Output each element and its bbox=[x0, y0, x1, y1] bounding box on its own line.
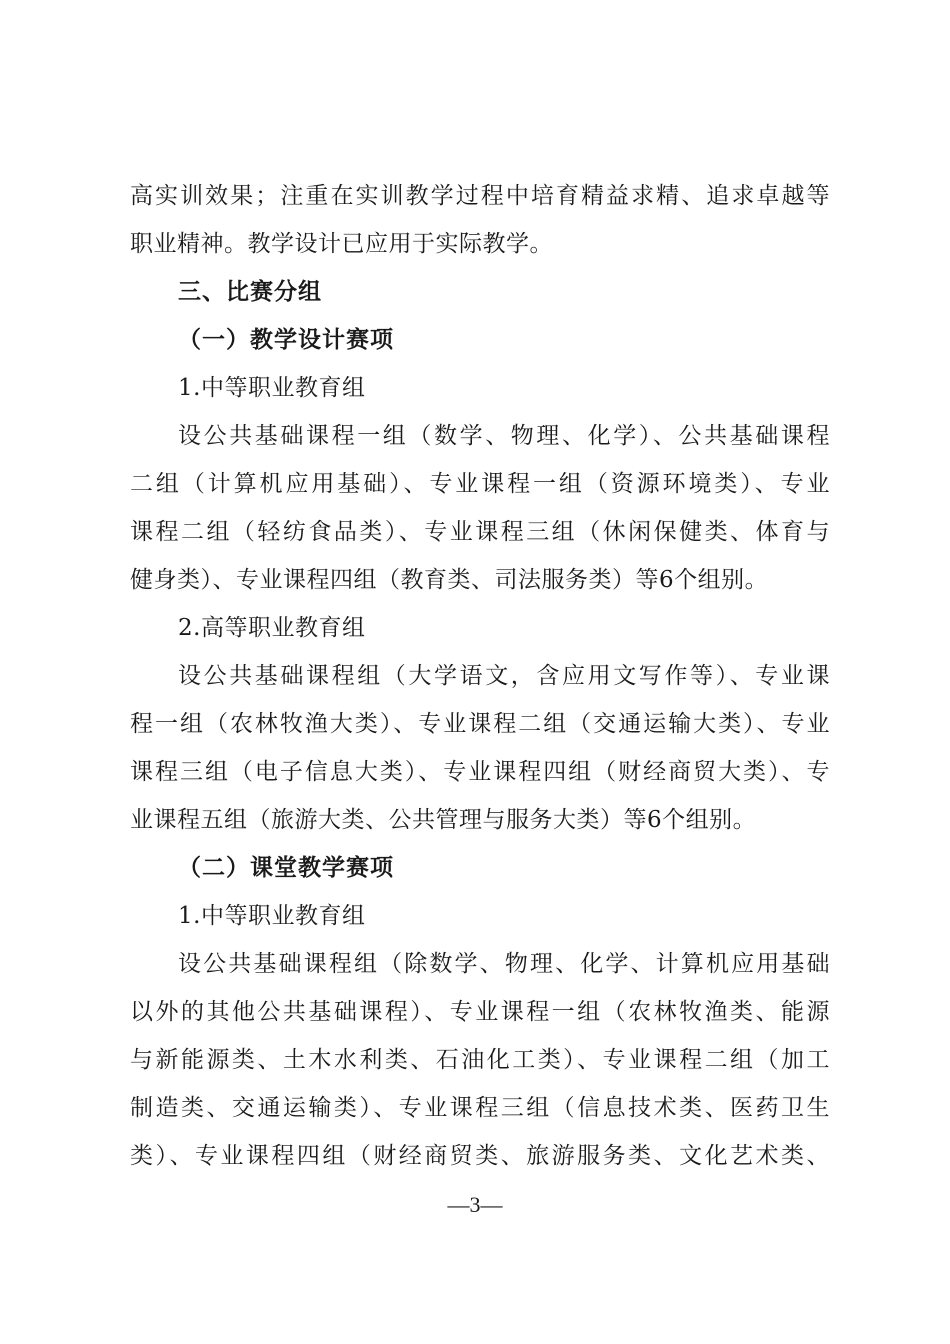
paragraph-continuation bbox=[130, 172, 830, 268]
text-line: 设公共基础课程组（除数学、物理、化学、计算机应用基础 bbox=[178, 951, 830, 977]
text-line: 健身类）、专业课程四组（教育类、司法服务类）等6个组别。 bbox=[130, 567, 769, 593]
text-line: 与新能源类、土木水利类、石油化工类）、专业课程二组（加工 bbox=[130, 1047, 830, 1073]
subsection-heading-classroom: （二）课堂教学赛项 bbox=[178, 855, 394, 881]
text-line: 设公共基础课程一组（数学、物理、化学）、公共基础课程 bbox=[178, 423, 830, 449]
paragraph-higher-groups bbox=[130, 652, 830, 844]
body-text bbox=[130, 172, 830, 1180]
group-title-higher: 2.高等职业教育组 bbox=[178, 615, 366, 641]
text-line: 职业精神。教学设计已应用于实际教学。 bbox=[130, 231, 553, 257]
group-title-secondary-classroom: 1.中等职业教育组 bbox=[178, 903, 366, 929]
group-title-secondary: 1.中等职业教育组 bbox=[178, 375, 366, 401]
section-heading: 三、比赛分组 bbox=[178, 279, 322, 305]
paragraph-classroom-groups bbox=[130, 940, 830, 1180]
text-line: 业课程五组（旅游大类、公共管理与服务大类）等6个组别。 bbox=[130, 807, 757, 833]
text-line: 类）、专业课程四组（财经商贸类、旅游服务类、文化艺术类、 bbox=[130, 1143, 830, 1169]
paragraph-secondary-groups bbox=[130, 412, 830, 604]
text-line: 程一组（农林牧渔大类）、专业课程二组（交通运输大类）、专业 bbox=[130, 711, 830, 737]
text-line: 以外的其他公共基础课程）、专业课程一组（农林牧渔类、能源 bbox=[130, 999, 830, 1025]
text-line: 高实训效果；注重在实训教学过程中培育精益求精、追求卓越等 bbox=[130, 183, 830, 209]
subsection-heading-teaching-design: （一）教学设计赛项 bbox=[178, 327, 394, 353]
text-line: 课程三组（电子信息大类）、专业课程四组（财经商贸大类）、专 bbox=[130, 759, 830, 785]
page-number: —3— bbox=[447, 1192, 503, 1217]
text-line: 课程二组（轻纺食品类）、专业课程三组（休闲保健类、体育与 bbox=[130, 519, 830, 545]
text-line: 二组（计算机应用基础）、专业课程一组（资源环境类）、专业 bbox=[130, 471, 830, 497]
text-line: 设公共基础课程组（大学语文，含应用文写作等）、专业课 bbox=[178, 663, 830, 689]
text-line: 制造类、交通运输类）、专业课程三组（信息技术类、医药卫生 bbox=[130, 1095, 830, 1121]
